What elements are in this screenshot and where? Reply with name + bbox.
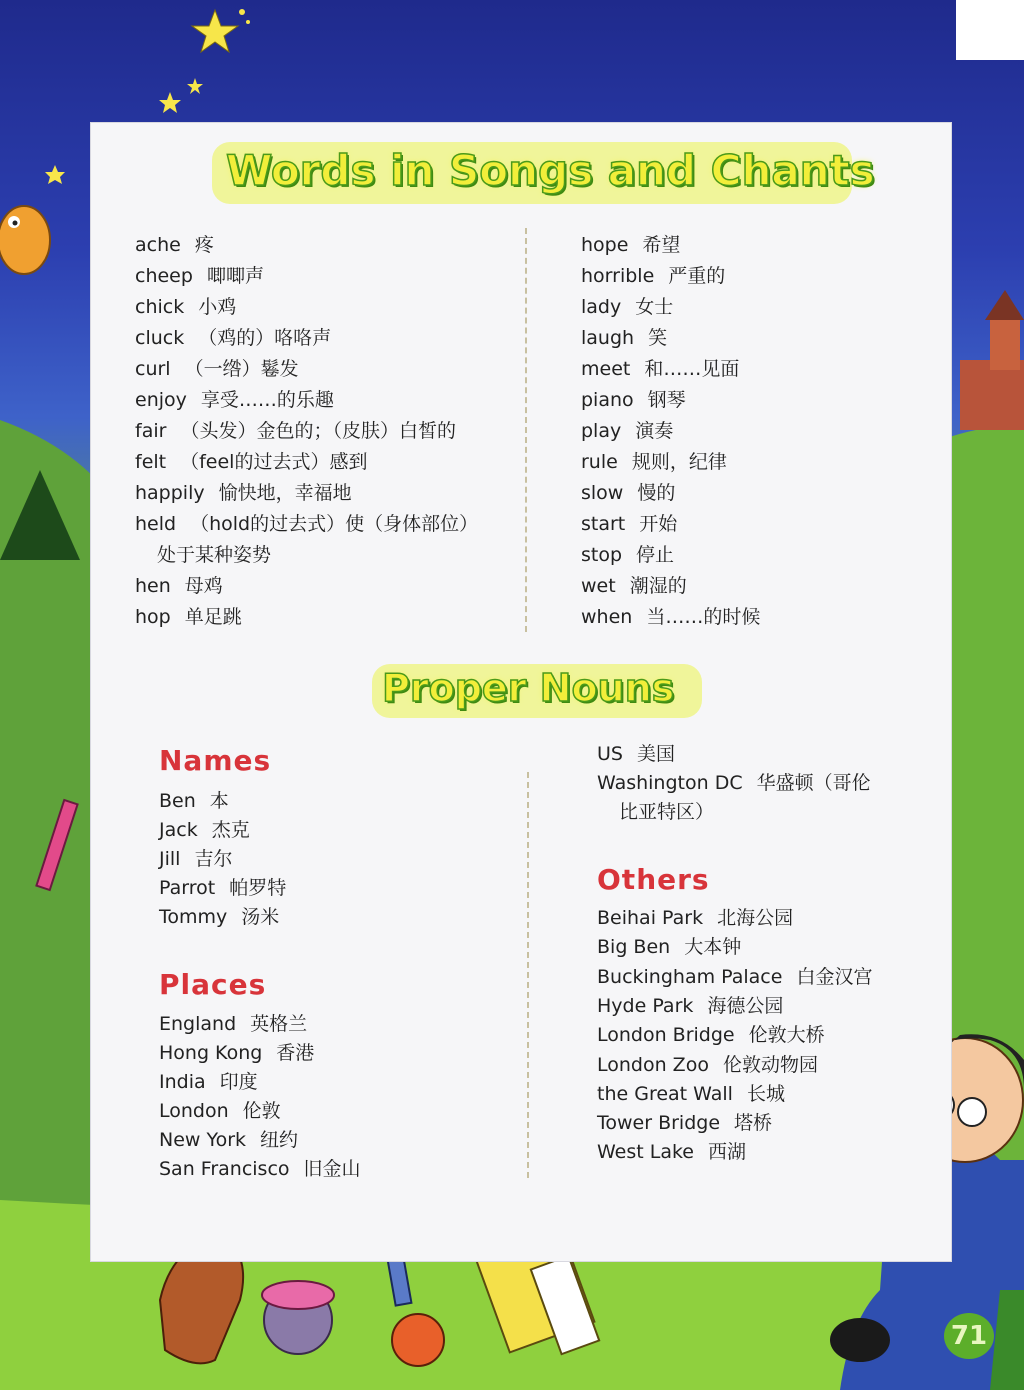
chinese-meaning: 伦敦大桥 bbox=[748, 1024, 825, 1047]
vocab-row bbox=[159, 1068, 258, 1096]
chinese-meaning: 英格兰 bbox=[250, 1013, 308, 1035]
chinese-meaning: 塔桥 bbox=[734, 1112, 773, 1135]
chinese-meaning: 开始 bbox=[639, 513, 678, 535]
english-word: Ben bbox=[159, 790, 196, 812]
english-word: England bbox=[159, 1013, 237, 1035]
vocab-row bbox=[135, 541, 271, 569]
vocab-row bbox=[597, 1138, 746, 1166]
english-word: rule bbox=[581, 451, 618, 473]
english-word: happily bbox=[135, 482, 205, 504]
english-word: ache bbox=[135, 234, 181, 256]
vocab-row bbox=[597, 933, 741, 961]
english-word: lady bbox=[581, 296, 622, 318]
bird-icon bbox=[0, 206, 50, 274]
chinese-meaning: 小鸡 bbox=[198, 296, 237, 318]
words-divider bbox=[525, 228, 527, 632]
vocab-row bbox=[159, 1126, 298, 1154]
english-word: horrible bbox=[581, 265, 655, 287]
vocab-row bbox=[159, 1097, 281, 1125]
heading-names: Names bbox=[159, 744, 272, 777]
chinese-meaning: 唧唧声 bbox=[206, 265, 264, 287]
vocab-row bbox=[135, 603, 242, 631]
chinese-meaning: 旧金山 bbox=[303, 1158, 361, 1180]
vocab-row bbox=[159, 1039, 314, 1067]
chinese-meaning: 本 bbox=[209, 790, 229, 812]
vocab-row bbox=[597, 992, 783, 1020]
english-word: Beihai Park bbox=[597, 907, 704, 929]
vocab-row bbox=[597, 769, 871, 797]
jar-icon bbox=[262, 1281, 334, 1354]
english-word: curl bbox=[135, 358, 171, 380]
english-word: San Francisco bbox=[159, 1158, 290, 1180]
chinese-meaning: 比亚特区） bbox=[619, 801, 715, 823]
page-number: 71 bbox=[944, 1313, 994, 1359]
english-word: meet bbox=[581, 358, 631, 380]
corner-blank bbox=[956, 0, 1024, 60]
chinese-meaning: 母鸡 bbox=[184, 575, 223, 597]
chinese-meaning: 海德公园 bbox=[707, 994, 784, 1017]
vocab-row bbox=[159, 1010, 307, 1038]
chinese-meaning: 处于某种姿势 bbox=[157, 544, 272, 566]
vocab-row bbox=[581, 355, 739, 383]
english-word: Tower Bridge bbox=[597, 1112, 721, 1135]
english-word: India bbox=[159, 1071, 206, 1093]
chinese-meaning: 享受……的乐趣 bbox=[200, 389, 334, 411]
chinese-meaning: 西湖 bbox=[708, 1141, 747, 1164]
vocab-row bbox=[159, 903, 279, 931]
english-word: West Lake bbox=[597, 1141, 694, 1164]
section-title-proper-nouns: Proper Nouns bbox=[382, 666, 675, 710]
chinese-meaning: 规则，纪律 bbox=[631, 451, 727, 473]
vocab-row bbox=[581, 448, 727, 476]
chinese-meaning: 停止 bbox=[636, 544, 675, 566]
vocab-row bbox=[135, 510, 478, 538]
chinese-meaning: 单足跳 bbox=[184, 606, 242, 628]
vocab-row bbox=[597, 798, 714, 826]
vocab-row bbox=[597, 1080, 785, 1108]
vocab-row bbox=[159, 845, 232, 873]
chinese-meaning: 北海公园 bbox=[717, 907, 794, 929]
vocab-row bbox=[597, 1051, 818, 1079]
chinese-meaning: 疼 bbox=[194, 234, 214, 256]
vocab-row bbox=[581, 479, 675, 507]
english-word: slow bbox=[581, 482, 624, 504]
nouns-divider bbox=[527, 772, 529, 1178]
vocab-row bbox=[581, 541, 674, 569]
chinese-meaning: 女士 bbox=[635, 296, 674, 318]
chinese-meaning: 演奏 bbox=[635, 420, 674, 442]
vocab-row bbox=[159, 787, 229, 815]
english-word: Tommy bbox=[159, 906, 228, 928]
vocab-row bbox=[135, 355, 299, 383]
chinese-meaning: 汤米 bbox=[241, 906, 280, 928]
chinese-meaning: （鸡的）咯咯声 bbox=[198, 327, 332, 349]
english-word: cluck bbox=[135, 327, 185, 349]
chinese-meaning: 美国 bbox=[636, 743, 675, 765]
chinese-meaning: 纽约 bbox=[260, 1129, 299, 1151]
english-word: New York bbox=[159, 1129, 247, 1151]
english-word: enjoy bbox=[135, 389, 187, 411]
english-word: Hong Kong bbox=[159, 1042, 263, 1064]
vocab-row bbox=[135, 262, 264, 290]
english-word: US bbox=[597, 743, 623, 765]
chinese-meaning: 希望 bbox=[642, 234, 681, 256]
chinese-meaning: 杰克 bbox=[211, 819, 250, 841]
vocab-row bbox=[135, 293, 236, 321]
vocab-row bbox=[135, 572, 223, 600]
vocab-row bbox=[135, 417, 456, 445]
places-list bbox=[159, 1010, 499, 1190]
english-word: cheep bbox=[135, 265, 193, 287]
english-word: when bbox=[581, 606, 633, 628]
vocab-row bbox=[135, 479, 352, 507]
english-word: London Bridge bbox=[597, 1024, 735, 1047]
english-word: chick bbox=[135, 296, 185, 318]
english-word: play bbox=[581, 420, 622, 442]
vocab-row bbox=[597, 740, 675, 768]
english-word: Big Ben bbox=[597, 936, 671, 959]
chinese-meaning: 大本钟 bbox=[684, 936, 742, 959]
vocab-row bbox=[135, 448, 367, 476]
chinese-meaning: 钢琴 bbox=[647, 389, 686, 411]
chinese-meaning: （一绺）鬈发 bbox=[184, 358, 299, 380]
vocab-row bbox=[597, 904, 793, 932]
english-word: Jill bbox=[159, 848, 181, 870]
vocab-row bbox=[597, 1021, 825, 1049]
vocab-row bbox=[581, 324, 667, 352]
english-word: Buckingham Palace bbox=[597, 965, 783, 988]
vocab-row bbox=[159, 874, 286, 902]
english-word: hope bbox=[581, 234, 629, 256]
chinese-meaning: 严重的 bbox=[668, 265, 726, 287]
names-list bbox=[159, 787, 499, 937]
english-word: laugh bbox=[581, 327, 635, 349]
chinese-meaning: 伦敦动物园 bbox=[722, 1053, 818, 1076]
vocab-row bbox=[581, 386, 686, 414]
english-word: Hyde Park bbox=[597, 994, 694, 1017]
english-word: hop bbox=[135, 606, 171, 628]
chinese-meaning: 当……的时候 bbox=[646, 606, 761, 628]
vocab-row bbox=[581, 603, 760, 631]
chinese-meaning: 和……见面 bbox=[644, 358, 740, 380]
english-word: piano bbox=[581, 389, 634, 411]
chinese-meaning: 潮湿的 bbox=[629, 575, 687, 597]
vocab-row bbox=[581, 262, 725, 290]
vocab-row bbox=[597, 963, 872, 991]
chinese-meaning: （头发）金色的；（皮肤）白皙的 bbox=[180, 420, 456, 442]
chinese-meaning: （hold的过去式）使（身体部位） bbox=[190, 513, 479, 535]
english-word: stop bbox=[581, 544, 623, 566]
english-word: Parrot bbox=[159, 877, 216, 899]
vocab-row bbox=[159, 816, 250, 844]
english-word: Washington DC bbox=[597, 772, 743, 794]
page-title: Words in Songs and Chants bbox=[226, 146, 875, 195]
heading-places: Places bbox=[159, 968, 267, 1001]
english-word: held bbox=[135, 513, 177, 535]
chinese-meaning: 香港 bbox=[276, 1042, 315, 1064]
english-word: London bbox=[159, 1100, 229, 1122]
chinese-meaning: 吉尔 bbox=[194, 848, 233, 870]
words-right-column bbox=[581, 231, 941, 631]
english-word: start bbox=[581, 513, 626, 535]
chinese-meaning: 笑 bbox=[648, 327, 668, 349]
heading-others: Others bbox=[597, 863, 710, 896]
english-word: felt bbox=[135, 451, 167, 473]
others-list bbox=[597, 904, 927, 1174]
castle-icon bbox=[960, 290, 1024, 430]
chinese-meaning: （feel的过去式）感到 bbox=[180, 451, 368, 473]
vocab-row bbox=[581, 231, 680, 259]
english-word: the Great Wall bbox=[597, 1082, 733, 1105]
vocab-row bbox=[581, 417, 673, 445]
vocab-row bbox=[135, 231, 214, 259]
chinese-meaning: 华盛顿（哥伦 bbox=[756, 772, 871, 794]
vocab-row bbox=[135, 386, 334, 414]
chinese-meaning: 长城 bbox=[746, 1082, 785, 1105]
english-word: London Zoo bbox=[597, 1053, 709, 1076]
english-word: hen bbox=[135, 575, 171, 597]
chinese-meaning: 帕罗特 bbox=[229, 877, 287, 899]
vocab-row bbox=[581, 510, 677, 538]
vocab-row bbox=[597, 1109, 772, 1137]
vocab-row bbox=[159, 1155, 361, 1183]
chinese-meaning: 印度 bbox=[219, 1071, 258, 1093]
chinese-meaning: 慢的 bbox=[637, 482, 676, 504]
english-word: wet bbox=[581, 575, 616, 597]
words-left-column bbox=[135, 231, 525, 631]
english-word: Jack bbox=[159, 819, 198, 841]
english-word: fair bbox=[135, 420, 167, 442]
chinese-meaning: 白金汉宫 bbox=[796, 965, 873, 988]
chinese-meaning: 愉快地，幸福地 bbox=[218, 482, 352, 504]
chinese-meaning: 伦敦 bbox=[242, 1100, 281, 1122]
vocab-row bbox=[581, 293, 673, 321]
vocab-row bbox=[581, 572, 687, 600]
places-right-list bbox=[597, 740, 927, 830]
vocab-row bbox=[135, 324, 331, 352]
